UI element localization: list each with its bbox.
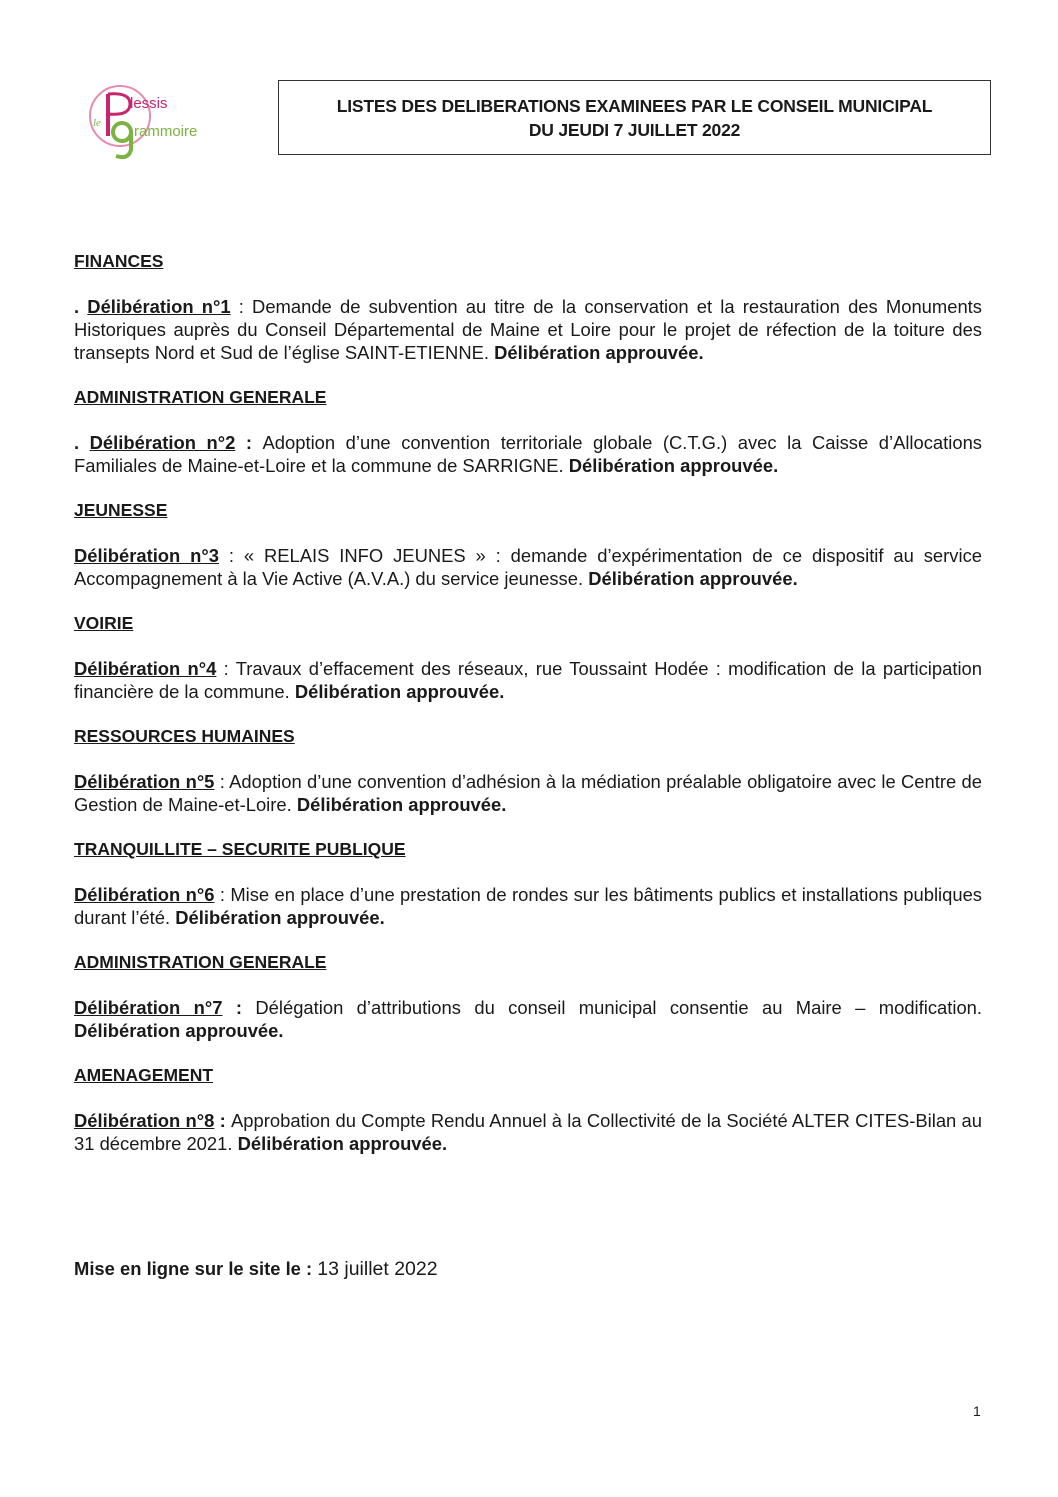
section-heading: AMENAGEMENT [74, 1065, 214, 1085]
deliberation-label: Délibération n°4 [74, 658, 217, 679]
deliberation-text: Mise en place d’une prestation de rondes sur les bâtiments publics et installations publiques durant l’été. [74, 884, 983, 928]
deliberation-status: Délibération approuvée. [568, 455, 779, 476]
deliberation-text: Demande de subvention au titre de la conservation et la restauration des Monuments Historiques auprès du Conseil Départemental de Maine et Loire pour le projet de réfection de la toiture des transepts Nord et Sud de l’église SAINT-ETIENNE. [74, 296, 982, 363]
deliberation-status: Délibération approuvée. [296, 794, 507, 815]
deliberation-status: Délibération approuvée. [237, 1133, 448, 1154]
deliberation-label: Délibération n°7 [74, 997, 223, 1018]
deliberation-status: Délibération approuvée. [294, 681, 505, 702]
deliberation-text: Adoption d’une convention d’adhésion à la médiation préalable obligatoire avec le Centre de Gestion de Maine-et-Loire. [74, 771, 982, 815]
section-administration-generale [74, 386, 982, 477]
section-tranquillite-securite [74, 838, 982, 929]
deliberation-text: « RELAIS INFO JEUNES » : demande d’expérimentation de ce dispositif au service Accompagnement à la Vie Active (A.V.A.) du service jeunesse. [74, 545, 982, 589]
document-title-box [278, 80, 991, 155]
deliberation-label: Délibération n°6 [74, 884, 215, 905]
deliberation-item: Délibération n°8 : Approbation du Compte Rendu Annuel à la Collectivité de la Société ALTER CITES-Bilan au 31 décembre 2021. Délibération approuvée. [74, 1110, 983, 1154]
deliberation-status: Délibération approuvée. [494, 342, 704, 363]
deliberation-item: Délibération n°5 : Adoption d’une convention d’adhésion à la médiation préalable obligatoire avec le Centre de Gestion de Maine-et-Loire. Délibération approuvée. [74, 771, 982, 815]
logo-text-top: lessis [130, 95, 168, 112]
deliberation-item: Délibération n°7 : Délégation d’attributions du conseil municipal consentie au Maire – modification. Délibération approuvée. [74, 997, 983, 1041]
deliberation-item: . Délibération n°2 : Adoption d’une convention territoriale globale (C.T.G.) avec la Caisse d’Allocations Familiales de Maine-et-Loire et la commune de SARRIGNE. Délibération approuvée. [74, 432, 983, 476]
deliberation-text: Délégation d’attributions du conseil municipal consentie au Maire – modification. [255, 997, 983, 1018]
title-line-2: DU JEUDI 7 JUILLET 2022 [528, 119, 741, 140]
publication-date: 13 juillet 2022 [317, 1258, 438, 1280]
section-heading: FINANCES [74, 251, 164, 271]
logo-text-bottom: rammoire [134, 123, 198, 140]
deliberation-item: Délibération n°6 : Mise en place d’une prestation de rondes sur les bâtiments publics et installations publiques durant l’été. Délibération approuvée. [74, 884, 983, 928]
section-heading: ADMINISTRATION GENERALE [74, 952, 327, 972]
section-jeunesse [74, 499, 982, 590]
deliberation-label: Délibération n°1 [87, 296, 231, 317]
deliberations-list [74, 250, 982, 1177]
deliberation-label: Délibération n°2 [89, 432, 236, 453]
publication-label: Mise en ligne sur le site le : [74, 1258, 318, 1279]
deliberation-text: Approbation du Compte Rendu Annuel à la Collectivité de la Société ALTER CITES-Bilan au 31 décembre 2021. [74, 1110, 983, 1154]
page-number: 1 [973, 1403, 981, 1419]
section-ressources-humaines [74, 725, 982, 816]
plessis-grammoire-logo-icon [78, 74, 218, 164]
publication-date-note [74, 1258, 438, 1281]
section-finances [74, 250, 982, 364]
deliberation-label: Délibération n°3 [74, 545, 219, 566]
section-administration-generale-2 [74, 951, 982, 1042]
deliberation-item: Délibération n°4 : Travaux d’effacement des réseaux, rue Toussaint Hodée : modification de la participation financière de la commune. Délibération approuvée. [74, 658, 982, 702]
municipality-logo [78, 74, 218, 164]
deliberation-label: Délibération n°5 [74, 771, 215, 792]
section-amenagement [74, 1064, 982, 1155]
logo-le: le [93, 117, 101, 129]
section-heading: ADMINISTRATION GENERALE [74, 387, 327, 407]
section-heading: RESSOURCES HUMAINES [74, 726, 295, 746]
deliberation-status: Délibération approuvée. [588, 568, 798, 589]
section-voirie [74, 612, 982, 703]
deliberation-item: Délibération n°3 : « RELAIS INFO JEUNES » : demande d’expérimentation de ce dispositif au service Accompagnement à la Vie Active (A.V.A.) du service jeunesse. Délibération approuvée. [74, 545, 982, 589]
section-heading: JEUNESSE [74, 500, 168, 520]
title-line-1: LISTES DES DELIBERATIONS EXAMINEES PAR LE CONSEIL MUNICIPAL [336, 95, 933, 116]
deliberation-item: . Délibération n°1 : Demande de subvention au titre de la conservation et la restauration des Monuments Historiques auprès du Conseil Départemental de Maine et Loire pour le projet de réfection de la toiture des transepts Nord et Sud de l’église SAINT-ETIENNE. Délibération approuvée. [74, 296, 982, 363]
deliberation-text: Adoption d’une convention territoriale globale (C.T.G.) avec la Caisse d’Allocations Familiales de Maine-et-Loire et la commune de SARRIGNE. [74, 432, 983, 476]
section-heading: TRANQUILLITE – SECURITE PUBLIQUE [74, 839, 406, 859]
deliberation-status: Délibération approuvée. [74, 1020, 284, 1041]
deliberation-label: Délibération n°8 [74, 1110, 215, 1131]
deliberation-text: Travaux d’effacement des réseaux, rue Toussaint Hodée : modification de la participation financière de la commune. [74, 658, 982, 702]
deliberation-status: Délibération approuvée. [175, 907, 385, 928]
section-heading: VOIRIE [74, 613, 134, 633]
